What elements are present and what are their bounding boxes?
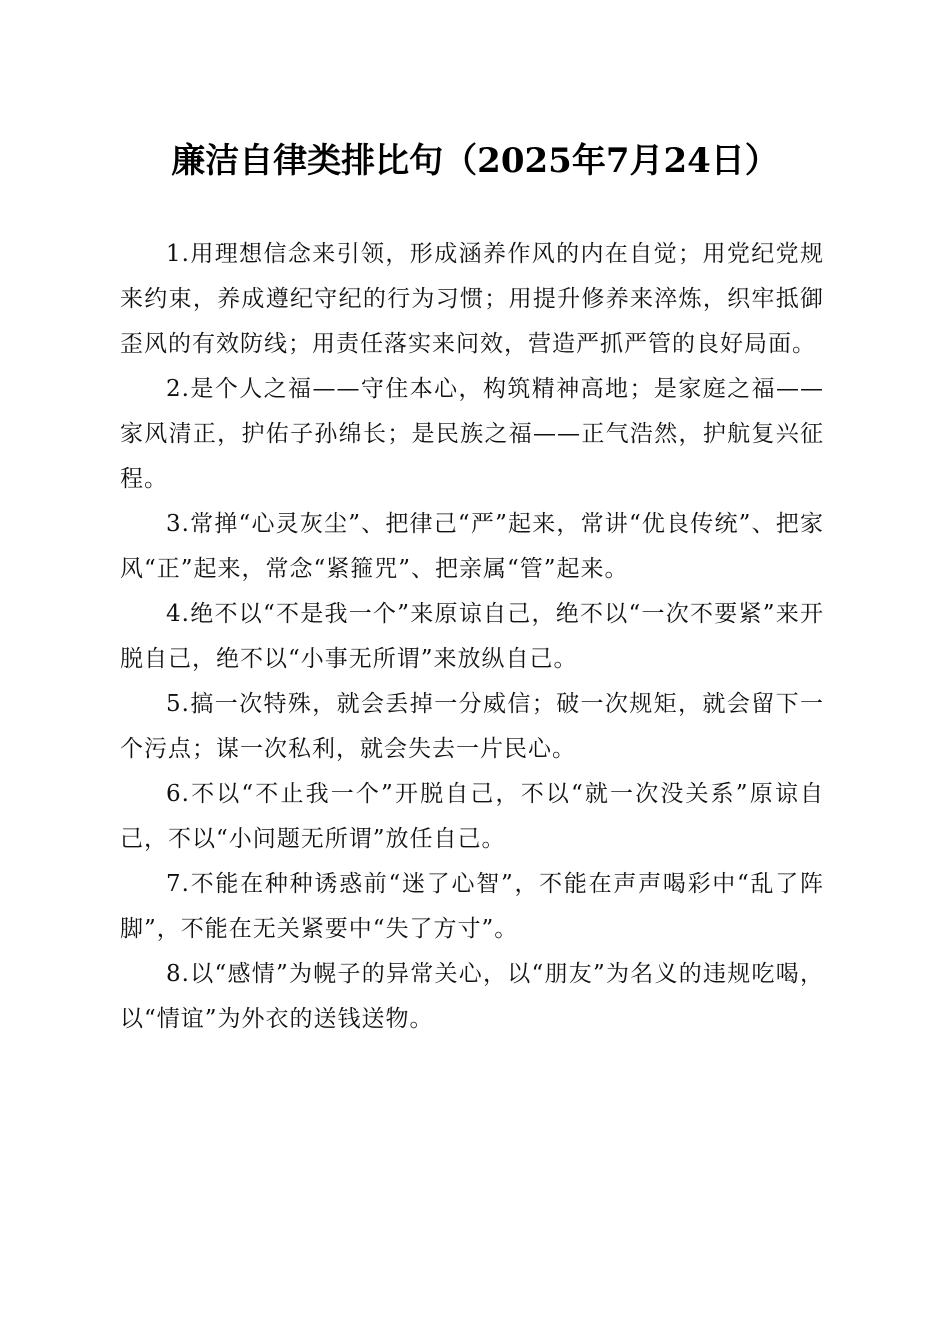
paragraph-2: 2.是个人之福——守住本心，构筑精神高地；是家庭之福——家风清正，护佑子孙绵长；是民族之福——正气浩然，护航复兴征程。	[120, 376, 824, 492]
document-body	[120, 232, 824, 1042]
document-title: 廉洁自律类排比句（2025年7月24日）	[171, 141, 779, 181]
paragraph-7: 7.不能在种种诱惑前“迷了心智”，不能在声声喝彩中“乱了阵脚”，不能在无关紧要中“失了方寸”。	[120, 871, 824, 942]
paragraph-5: 5.搞一次特殊，就会丢掉一分威信；破一次规矩，就会留下一个污点；谋一次私利，就会失去一片民心。	[120, 691, 824, 762]
paragraph-8: 8.以“感情”为幌子的异常关心，以“朋友”为名义的违规吃喝，以“情谊”为外衣的送钱送物。	[120, 961, 824, 1032]
paragraph-1: 1.用理想信念来引领，形成涵养作风的内在自觉；用党纪党规来约束，养成遵纪守纪的行为习惯；用提升修养来淬炼，织牢抵御歪风的有效防线；用责任落实来问效，营造严抓严管的良好局面。	[120, 241, 824, 357]
paragraph-3: 3.常掸“心灵灰尘”、把律己“严”起来，常讲“优良传统”、把家风“正”起来，常念“紧箍咒”、把亲属“管”起来。	[120, 511, 824, 582]
paragraph-4: 4.绝不以“不是我一个”来原谅自己，绝不以“一次不要紧”来开脱自己，绝不以“小事无所谓”来放纵自己。	[120, 601, 824, 672]
paragraph-6: 6.不以“不止我一个”开脱自己，不以“就一次没关系”原谅自己，不以“小问题无所谓”放任自己。	[120, 781, 824, 852]
